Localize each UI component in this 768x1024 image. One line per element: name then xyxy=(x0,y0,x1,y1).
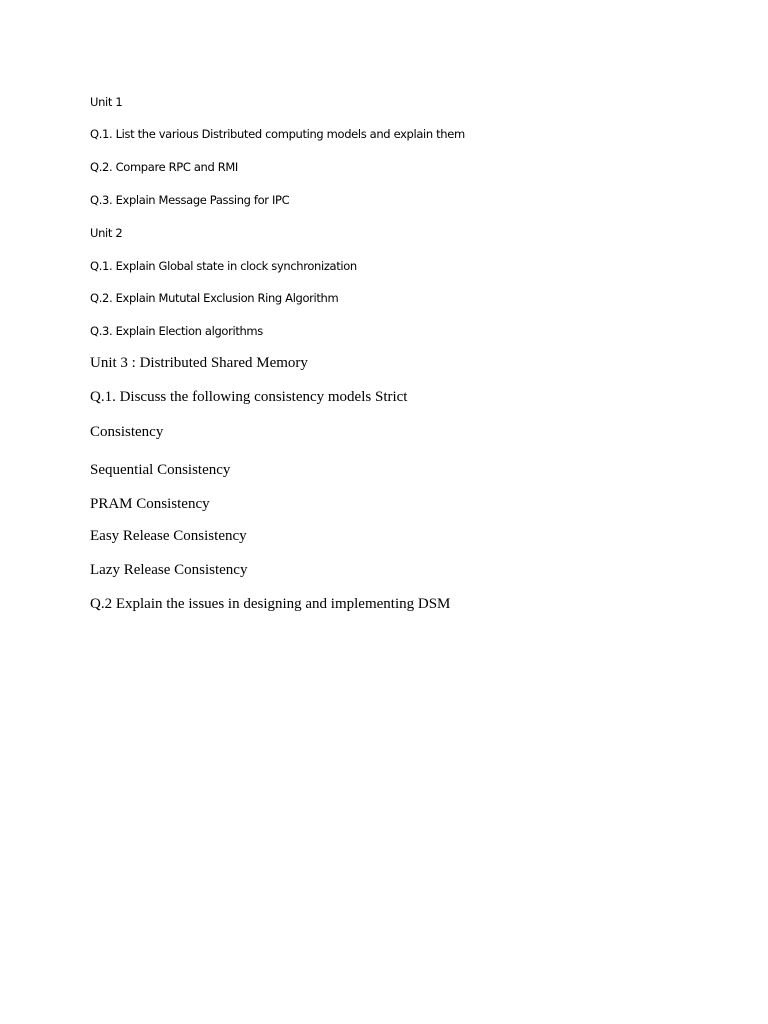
unit2-heading: Unit 2 xyxy=(90,226,123,240)
unit1-question-3: Q.3. Explain Message Passing for IPC xyxy=(90,193,290,207)
consistency-model-pram: PRAM Consistency xyxy=(90,496,210,512)
consistency-model-strict: Consistency xyxy=(90,424,164,440)
unit2-question-2: Q.2. Explain Mututal Exclusion Ring Algorithm xyxy=(90,291,339,305)
unit2-question-3: Q.3. Explain Election algorithms xyxy=(90,324,263,338)
unit1-question-2: Q.2. Compare RPC and RMI xyxy=(90,160,238,174)
unit3-heading: Unit 3 : Distributed Shared Memory xyxy=(90,355,308,371)
consistency-model-sequential: Sequential Consistency xyxy=(90,462,231,478)
unit3-question-1: Q.1. Discuss the following consistency models Strict xyxy=(90,389,408,405)
unit1-heading: Unit 1 xyxy=(90,95,123,109)
consistency-model-easy-release: Easy Release Consistency xyxy=(90,528,247,544)
unit3-question-2: Q.2 Explain the issues in designing and implementing DSM xyxy=(90,596,451,612)
unit1-question-1: Q.1. List the various Distributed computing models and explain them xyxy=(90,127,465,141)
consistency-model-lazy-release: Lazy Release Consistency xyxy=(90,562,248,578)
unit2-question-1: Q.1. Explain Global state in clock synchronization xyxy=(90,259,357,273)
